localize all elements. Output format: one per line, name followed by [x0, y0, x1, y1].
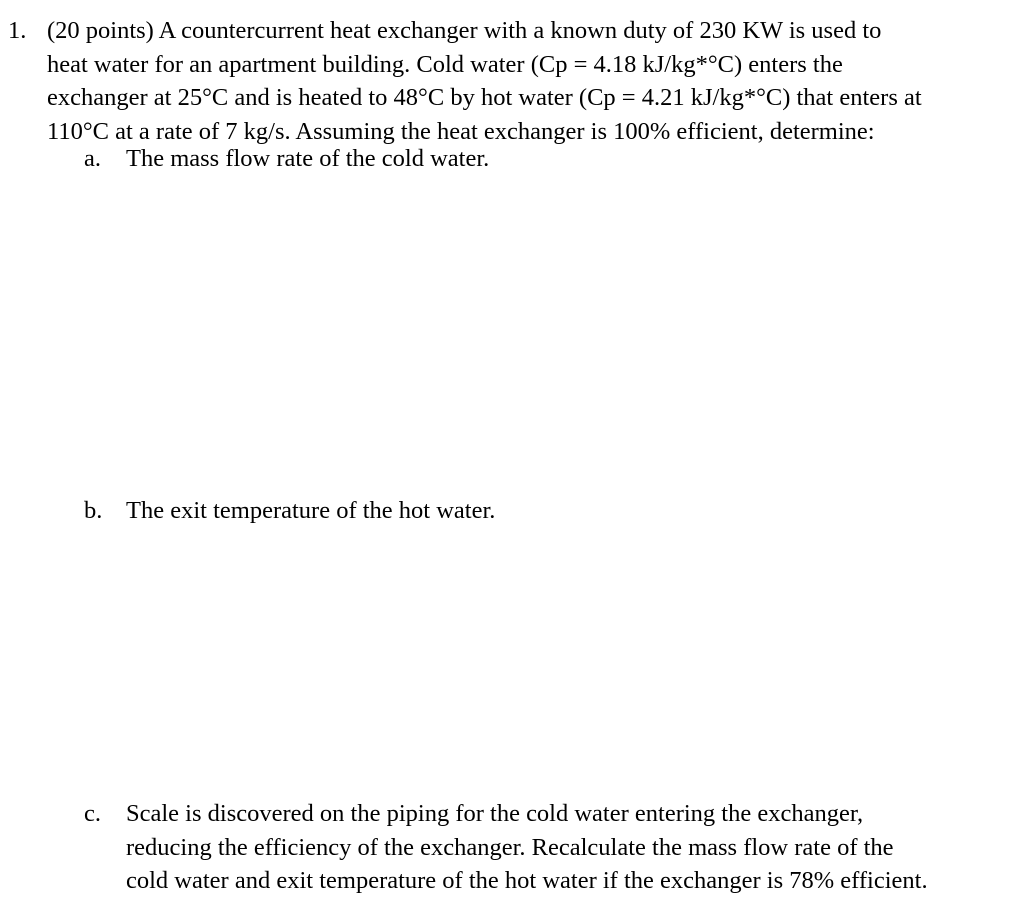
part-c-line: Scale is discovered on the piping for the cold water entering the exchanger, [126, 800, 864, 827]
part-a-text [126, 142, 489, 176]
part-c-marker: c. [84, 800, 101, 827]
stem-line: 110°C at a rate of 7 kg/s. Assuming the heat exchanger is 100% efficient, determine: [47, 117, 875, 145]
part-b-text [126, 494, 495, 528]
part-b-line: The exit temperature of the hot water. [126, 497, 496, 524]
part-b-marker: b. [84, 497, 103, 524]
part-c-text [126, 797, 928, 898]
stem-line: (20 points) A countercurrent heat exchanger with a known duty of 230 KW is used to [47, 17, 882, 44]
part-c-line: reducing the efficiency of the exchanger. Recalculate the mass flow rate of the [126, 833, 894, 861]
question-stem [47, 14, 1007, 148]
part-a-line: The mass flow rate of the cold water. [126, 145, 490, 172]
part-c-line: cold water and exit temperature of the hot water if the exchanger is 78% efficient. [126, 867, 928, 894]
stem-line: heat water for an apartment building. Cold water (Cp = 4.18 kJ/kg*°C) enters the [47, 50, 843, 78]
stem-line: exchanger at 25°C and is heated to 48°C by hot water (Cp = 4.21 kJ/kg*°C) that enters at [47, 84, 922, 111]
question-number: 1. [8, 17, 27, 44]
part-a-marker: a. [84, 145, 101, 172]
